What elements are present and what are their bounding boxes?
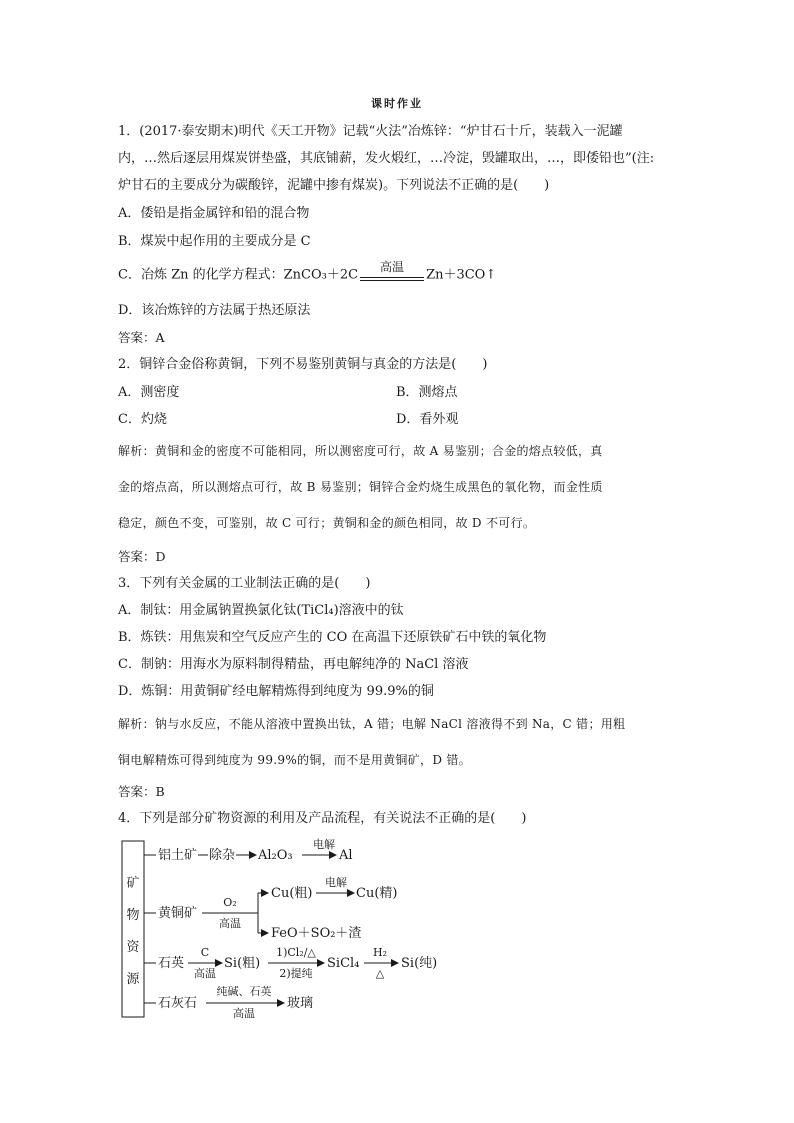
page-title: 课时作业 bbox=[371, 97, 423, 110]
q3-stem: 3．下列有关金属的工业制法正确的是( ) bbox=[118, 576, 371, 591]
q1-stem-line3: 炉甘石的主要成分为碳酸锌，泥罐中掺有煤炭)。下列说法不正确的是( ) bbox=[118, 178, 550, 193]
q1-option-c-lhs: C．冶炼 Zn 的化学方程式：ZnCO₃＋2C bbox=[118, 267, 359, 283]
row3-condition3-top: H₂ bbox=[372, 946, 388, 959]
row4-product: 玻璃 bbox=[287, 996, 314, 1011]
side-label-3: 资 bbox=[126, 940, 140, 955]
row3-product3: Si(纯) bbox=[401, 956, 438, 971]
row3-product2: SiCl₄ bbox=[327, 956, 360, 971]
q2-option-a: A．测密度 bbox=[118, 385, 180, 400]
row1-product1: Al₂O₃ bbox=[258, 848, 293, 863]
row2-condition-top: O₂ bbox=[223, 896, 237, 909]
q3-explanation-line1: 解析：钠与水反应，不能从溶液中置换出钛，A 错；电解 NaCl 溶液得不到 Na，C 错；用粗 bbox=[118, 717, 626, 731]
q2-option-b: B．测熔点 bbox=[396, 385, 458, 400]
row2-branch2: FeO＋SO₂＋渣 bbox=[271, 926, 362, 941]
row3-mineral: 石英 bbox=[158, 956, 185, 971]
q2-option-d: D．看外观 bbox=[396, 412, 459, 427]
side-label-4: 源 bbox=[126, 972, 140, 987]
q2-explanation-line3: 稳定，颜色不变，可鉴别，故 C 可行；黄铜和金的颜色相同，故 D 不可行。 bbox=[118, 516, 536, 530]
side-label-1: 矿 bbox=[126, 876, 140, 891]
row4-condition-bottom: 高温 bbox=[233, 1007, 255, 1020]
q1-answer: 答案：A bbox=[118, 330, 165, 345]
q1-option-c bbox=[118, 262, 496, 288]
row4-condition-top: 纯碱、石英 bbox=[216, 985, 272, 998]
q1-option-c-rhs: Zn＋3CO↑ bbox=[426, 267, 497, 283]
row3-condition2-bottom: 2)提纯 bbox=[279, 967, 313, 980]
q3-explanation-line2: 铜电解精炼可得到纯度为 99.9%的铜，而不是用黄铜矿，D 错。 bbox=[118, 753, 471, 767]
row2-mineral: 黄铜矿 bbox=[158, 906, 198, 921]
row4-mineral: 石灰石 bbox=[158, 996, 198, 1011]
q1-stem-line1: 1．(2017·泰安期末)明代《天工开物》记载“火法”冶炼锌：“炉甘石十斤，装载入一泥罐 bbox=[118, 124, 623, 139]
row3-condition1-bottom: 高温 bbox=[194, 967, 216, 980]
q1-stem-line2: 内，…然后逐层用煤炭饼垫盛，其底铺薪，发火煅红，…冷淀，毁罐取出，…，即倭铅也”(注: bbox=[118, 151, 655, 166]
q4-stem: 4．下列是部分矿物资源的利用及产品流程，有关说法不正确的是( ) bbox=[118, 811, 527, 826]
q2-answer: 答案：D bbox=[118, 549, 166, 564]
q2-option-c: C．灼烧 bbox=[118, 412, 167, 427]
q3-option-a: A．制钛：用金属钠置换氯化钛(TiCl₄)溶液中的钛 bbox=[118, 603, 404, 618]
row2-branch1-product: Cu(精) bbox=[356, 886, 398, 901]
q1-option-d: D．该冶炼锌的方法属于热还原法 bbox=[118, 303, 311, 318]
q4-flow-diagram bbox=[118, 835, 538, 1025]
q1-equation-condition: 高温 bbox=[380, 260, 405, 274]
q1-option-a: A．倭铅是指金属锌和铅的混合物 bbox=[118, 206, 310, 221]
row2-branch1-condition: 电解 bbox=[325, 876, 347, 889]
q3-option-d: D．炼铜：用黄铜矿经电解精炼得到纯度为 99.9%的铜 bbox=[118, 684, 434, 699]
row3-product1: Si(粗) bbox=[224, 956, 261, 971]
side-label-2: 物 bbox=[126, 908, 140, 923]
q2-explanation-line2: 金的熔点高，所以测熔点可行，故 B 易鉴别；铜锌合金灼烧生成黑色的氧化物，而金性质 bbox=[118, 480, 603, 494]
q1-option-b: B．煤炭中起作用的主要成分是 C bbox=[118, 234, 311, 249]
q3-option-c: C．制钠：用海水为原料制得精盐，再电解纯净的 NaCl 溶液 bbox=[118, 657, 469, 672]
q2-stem: 2．铜锌合金俗称黄铜，下列不易鉴别黄铜与真金的方法是( ) bbox=[118, 357, 488, 372]
q3-option-b: B．炼铁：用焦炭和空气反应产生的 CO 在高温下还原铁矿石中铁的氧化物 bbox=[118, 630, 547, 645]
row3-condition3-bottom: △ bbox=[375, 967, 385, 980]
row2-branch1: Cu(粗) bbox=[271, 886, 313, 901]
row1-mineral: 铝土矿 bbox=[158, 848, 198, 863]
q2-explanation-line1: 解析：黄铜和金的密度不可能相同，所以测密度可行，故 A 易鉴别；合金的熔点较低，真 bbox=[118, 444, 603, 458]
row1-product2: Al bbox=[339, 848, 353, 863]
side-label-box bbox=[122, 841, 144, 1017]
row3-condition1-top: C bbox=[200, 946, 210, 959]
row3-condition2-top: 1)Cl₂/△ bbox=[276, 946, 316, 959]
row2-condition-bottom: 高温 bbox=[219, 917, 241, 930]
row1-condition: 电解 bbox=[313, 838, 335, 851]
row1-step: 除杂 bbox=[209, 848, 236, 863]
q3-answer: 答案：B bbox=[118, 784, 165, 799]
q1-equation-arrow bbox=[360, 262, 424, 288]
